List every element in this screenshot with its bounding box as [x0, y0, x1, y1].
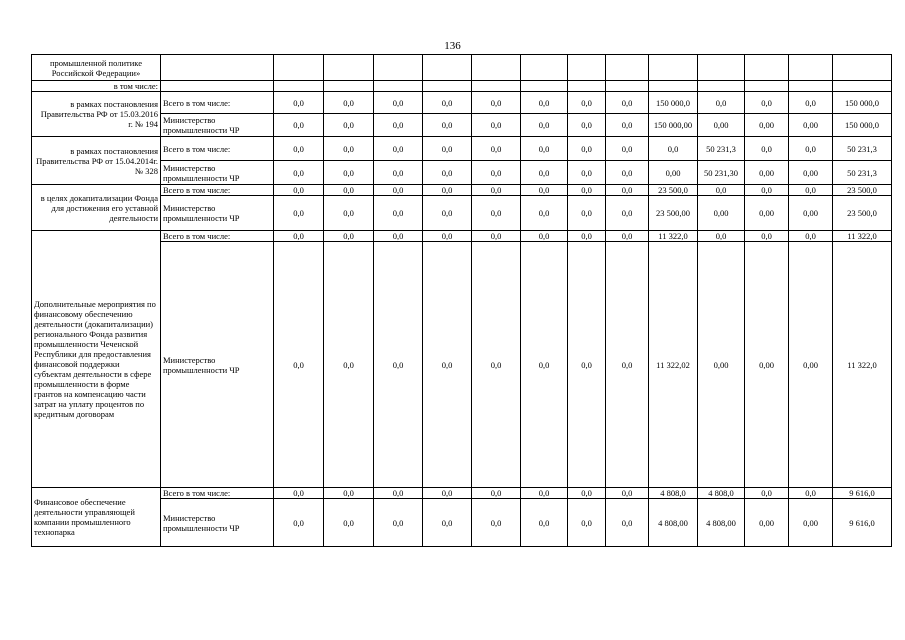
- value-cell: 0,0: [745, 185, 789, 196]
- value-cell: 0,0: [374, 161, 423, 185]
- table-row: [32, 231, 892, 242]
- value-cell: 0,0: [568, 92, 606, 114]
- total-value-cell: 11 322,0: [833, 242, 892, 488]
- value-cell: 0,0: [423, 231, 472, 242]
- value-cell: 0,0: [324, 231, 374, 242]
- empty-cell: [606, 81, 649, 92]
- value-cell: 0,0: [568, 488, 606, 499]
- value-cell: 0,0: [423, 114, 472, 137]
- total-value-cell: 50 231,3: [833, 137, 892, 161]
- row-label-header: промышленной политике Российской Федерации»: [32, 55, 161, 81]
- value-cell: 0,0: [789, 92, 833, 114]
- value-cell: 0,0: [521, 114, 568, 137]
- value-cell: 0,00: [649, 161, 698, 185]
- value-cell: 0,0: [568, 196, 606, 231]
- value-cell: 0,0: [423, 499, 472, 547]
- value-cell: 0,0: [472, 499, 521, 547]
- value-cell: 0,0: [374, 196, 423, 231]
- value-cell: 0,0: [606, 137, 649, 161]
- value-cell: 0,0: [472, 161, 521, 185]
- value-cell: 0,0: [274, 92, 324, 114]
- organization-cell: Министерство промышленности ЧР: [161, 196, 274, 231]
- value-cell: 11 322,02: [649, 242, 698, 488]
- value-cell: 0,0: [521, 231, 568, 242]
- value-cell: 0,00: [698, 114, 745, 137]
- table-header-row: [32, 55, 892, 81]
- organization-cell: Министерство промышленности ЧР: [161, 161, 274, 185]
- value-cell: 0,0: [324, 499, 374, 547]
- empty-cell: [374, 81, 423, 92]
- value-cell: 0,0: [521, 196, 568, 231]
- page-number: 136: [444, 40, 461, 52]
- value-cell: 0,0: [521, 488, 568, 499]
- value-cell: 0,0: [374, 137, 423, 161]
- value-cell: 23 500,0: [649, 185, 698, 196]
- value-cell: 0,00: [745, 196, 789, 231]
- value-cell: 0,0: [472, 114, 521, 137]
- value-cell: 0,00: [745, 242, 789, 488]
- value-cell: 0,0: [274, 231, 324, 242]
- value-cell: 0,0: [324, 92, 374, 114]
- value-cell: 0,0: [472, 185, 521, 196]
- value-cell: 0,0: [423, 196, 472, 231]
- value-cell: 0,0: [568, 114, 606, 137]
- value-cell: 0,00: [698, 242, 745, 488]
- value-cell: 50 231,30: [698, 161, 745, 185]
- value-cell: 0,0: [568, 499, 606, 547]
- empty-cell: [423, 55, 472, 81]
- organization-cell: Всего в том числе:: [161, 137, 274, 161]
- value-cell: 0,0: [789, 488, 833, 499]
- organization-cell: Всего в том числе:: [161, 231, 274, 242]
- empty-cell: [521, 55, 568, 81]
- value-cell: 0,0: [649, 137, 698, 161]
- empty-cell: [789, 81, 833, 92]
- value-cell: 0,00: [745, 499, 789, 547]
- total-value-cell: 9 616,0: [833, 488, 892, 499]
- value-cell: 0,0: [472, 137, 521, 161]
- value-cell: 0,0: [374, 185, 423, 196]
- table-row: [32, 499, 892, 547]
- table-row: [32, 114, 892, 137]
- empty-cell: [161, 55, 274, 81]
- row-label: в целях докапитализации Фонда для достижения его уставной деятельности: [32, 185, 161, 231]
- empty-cell: [649, 81, 698, 92]
- value-cell: 0,0: [274, 185, 324, 196]
- total-value-cell: 9 616,0: [833, 499, 892, 547]
- value-cell: 0,0: [324, 242, 374, 488]
- empty-cell: [698, 55, 745, 81]
- value-cell: 0,0: [521, 161, 568, 185]
- row-label: Дополнительные мероприятия по финансовому обеспечению деятельности (докапитализации) регионального Фонда развития промышленности Чеченской Республики для предоставления финансовой поддержки субъектам деятельности в сфере промышленности в форме грантов на компенсацию части затрат на уплату процентов по кредитным договорам: [32, 231, 161, 488]
- empty-cell: [472, 81, 521, 92]
- value-cell: 0,0: [521, 185, 568, 196]
- value-cell: 0,00: [789, 161, 833, 185]
- value-cell: 4 808,00: [649, 499, 698, 547]
- value-cell: 0,0: [472, 92, 521, 114]
- organization-cell: Министерство промышленности ЧР: [161, 242, 274, 488]
- value-cell: 0,00: [789, 242, 833, 488]
- value-cell: 0,00: [698, 196, 745, 231]
- empty-cell: [374, 55, 423, 81]
- value-cell: 0,0: [324, 161, 374, 185]
- row-label: в рамках постановления Правительства РФ от 15.03.2016 г. № 194: [32, 92, 161, 137]
- value-cell: 0,0: [324, 488, 374, 499]
- empty-cell: [423, 81, 472, 92]
- value-cell: 50 231,3: [698, 137, 745, 161]
- value-cell: 0,0: [472, 242, 521, 488]
- value-cell: 0,0: [423, 488, 472, 499]
- total-value-cell: 23 500,0: [833, 185, 892, 196]
- total-value-cell: 50 231,3: [833, 161, 892, 185]
- value-cell: 0,0: [568, 137, 606, 161]
- total-value-cell: 11 322,0: [833, 231, 892, 242]
- empty-cell: [568, 55, 606, 81]
- value-cell: 0,0: [274, 242, 324, 488]
- empty-cell: [161, 81, 274, 92]
- value-cell: 0,0: [423, 137, 472, 161]
- value-cell: 0,0: [568, 242, 606, 488]
- empty-cell: [274, 55, 324, 81]
- value-cell: 0,0: [274, 161, 324, 185]
- value-cell: 0,0: [274, 499, 324, 547]
- organization-cell: Всего в том числе:: [161, 92, 274, 114]
- value-cell: 23 500,00: [649, 196, 698, 231]
- empty-cell: [833, 55, 892, 81]
- empty-cell: [472, 55, 521, 81]
- value-cell: 0,0: [606, 92, 649, 114]
- empty-cell: [789, 55, 833, 81]
- total-value-cell: 23 500,0: [833, 196, 892, 231]
- row-label-subheader: в том числе:: [32, 81, 161, 92]
- value-cell: 0,0: [423, 161, 472, 185]
- value-cell: 0,0: [789, 137, 833, 161]
- value-cell: 0,0: [521, 137, 568, 161]
- value-cell: 0,00: [745, 114, 789, 137]
- organization-cell: Всего в том числе:: [161, 488, 274, 499]
- table-row: [32, 488, 892, 499]
- value-cell: 0,0: [521, 92, 568, 114]
- table-row: [32, 137, 892, 161]
- value-cell: 150 000,00: [649, 114, 698, 137]
- value-cell: 0,0: [606, 196, 649, 231]
- value-cell: 0,0: [606, 488, 649, 499]
- value-cell: 0,00: [789, 114, 833, 137]
- value-cell: 0,0: [274, 137, 324, 161]
- value-cell: 0,0: [745, 92, 789, 114]
- value-cell: 0,0: [745, 137, 789, 161]
- row-label: в рамках постановления Правительства РФ от 15.04.2014г. № 328: [32, 137, 161, 185]
- empty-cell: [649, 55, 698, 81]
- value-cell: 0,0: [698, 92, 745, 114]
- value-cell: 0,0: [745, 231, 789, 242]
- value-cell: 0,0: [698, 231, 745, 242]
- table-row: [32, 196, 892, 231]
- total-value-cell: 150 000,0: [833, 92, 892, 114]
- value-cell: 0,0: [374, 92, 423, 114]
- value-cell: 4 808,00: [698, 499, 745, 547]
- value-cell: 0,0: [374, 242, 423, 488]
- value-cell: 0,0: [374, 231, 423, 242]
- value-cell: 0,0: [745, 488, 789, 499]
- value-cell: 0,0: [324, 196, 374, 231]
- value-cell: 0,0: [698, 185, 745, 196]
- row-label: Финансовое обеспечение деятельности управляющей компании промышленного технопарка: [32, 488, 161, 547]
- value-cell: 0,0: [472, 488, 521, 499]
- value-cell: 0,0: [423, 185, 472, 196]
- empty-cell: [698, 81, 745, 92]
- value-cell: 0,00: [745, 161, 789, 185]
- table-row: [32, 242, 892, 488]
- organization-cell: Всего в том числе:: [161, 185, 274, 196]
- value-cell: 0,0: [606, 161, 649, 185]
- value-cell: 0,0: [423, 242, 472, 488]
- value-cell: 0,0: [374, 499, 423, 547]
- table-row: [32, 161, 892, 185]
- table-subheader-row: [32, 81, 892, 92]
- value-cell: 0,0: [324, 185, 374, 196]
- value-cell: 4 808,0: [698, 488, 745, 499]
- value-cell: 0,0: [606, 185, 649, 196]
- empty-cell: [606, 55, 649, 81]
- organization-cell: Министерство промышленности ЧР: [161, 499, 274, 547]
- value-cell: 0,0: [568, 185, 606, 196]
- budget-table: [31, 54, 892, 547]
- organization-cell: Министерство промышленности ЧР: [161, 114, 274, 137]
- value-cell: 0,0: [568, 161, 606, 185]
- value-cell: 0,0: [789, 185, 833, 196]
- value-cell: 0,0: [324, 137, 374, 161]
- empty-cell: [324, 81, 374, 92]
- value-cell: 0,0: [568, 231, 606, 242]
- value-cell: 0,0: [789, 231, 833, 242]
- value-cell: 0,0: [423, 92, 472, 114]
- value-cell: 4 808,0: [649, 488, 698, 499]
- empty-cell: [568, 81, 606, 92]
- value-cell: 0,0: [374, 114, 423, 137]
- value-cell: 0,0: [606, 242, 649, 488]
- value-cell: 0,0: [274, 114, 324, 137]
- value-cell: 0,0: [472, 196, 521, 231]
- empty-cell: [745, 81, 789, 92]
- value-cell: 0,0: [274, 488, 324, 499]
- value-cell: 0,0: [521, 242, 568, 488]
- total-value-cell: 150 000,0: [833, 114, 892, 137]
- value-cell: 0,0: [521, 499, 568, 547]
- table-row: [32, 185, 892, 196]
- value-cell: 11 322,0: [649, 231, 698, 242]
- value-cell: 0,0: [324, 114, 374, 137]
- empty-cell: [324, 55, 374, 81]
- empty-cell: [833, 81, 892, 92]
- empty-cell: [745, 55, 789, 81]
- value-cell: 0,0: [472, 231, 521, 242]
- empty-cell: [274, 81, 324, 92]
- empty-cell: [521, 81, 568, 92]
- value-cell: 150 000,0: [649, 92, 698, 114]
- value-cell: 0,00: [789, 499, 833, 547]
- value-cell: 0,0: [606, 114, 649, 137]
- value-cell: 0,0: [606, 231, 649, 242]
- value-cell: 0,0: [606, 499, 649, 547]
- table-row: [32, 92, 892, 114]
- value-cell: 0,0: [374, 488, 423, 499]
- value-cell: 0,0: [274, 196, 324, 231]
- value-cell: 0,00: [789, 196, 833, 231]
